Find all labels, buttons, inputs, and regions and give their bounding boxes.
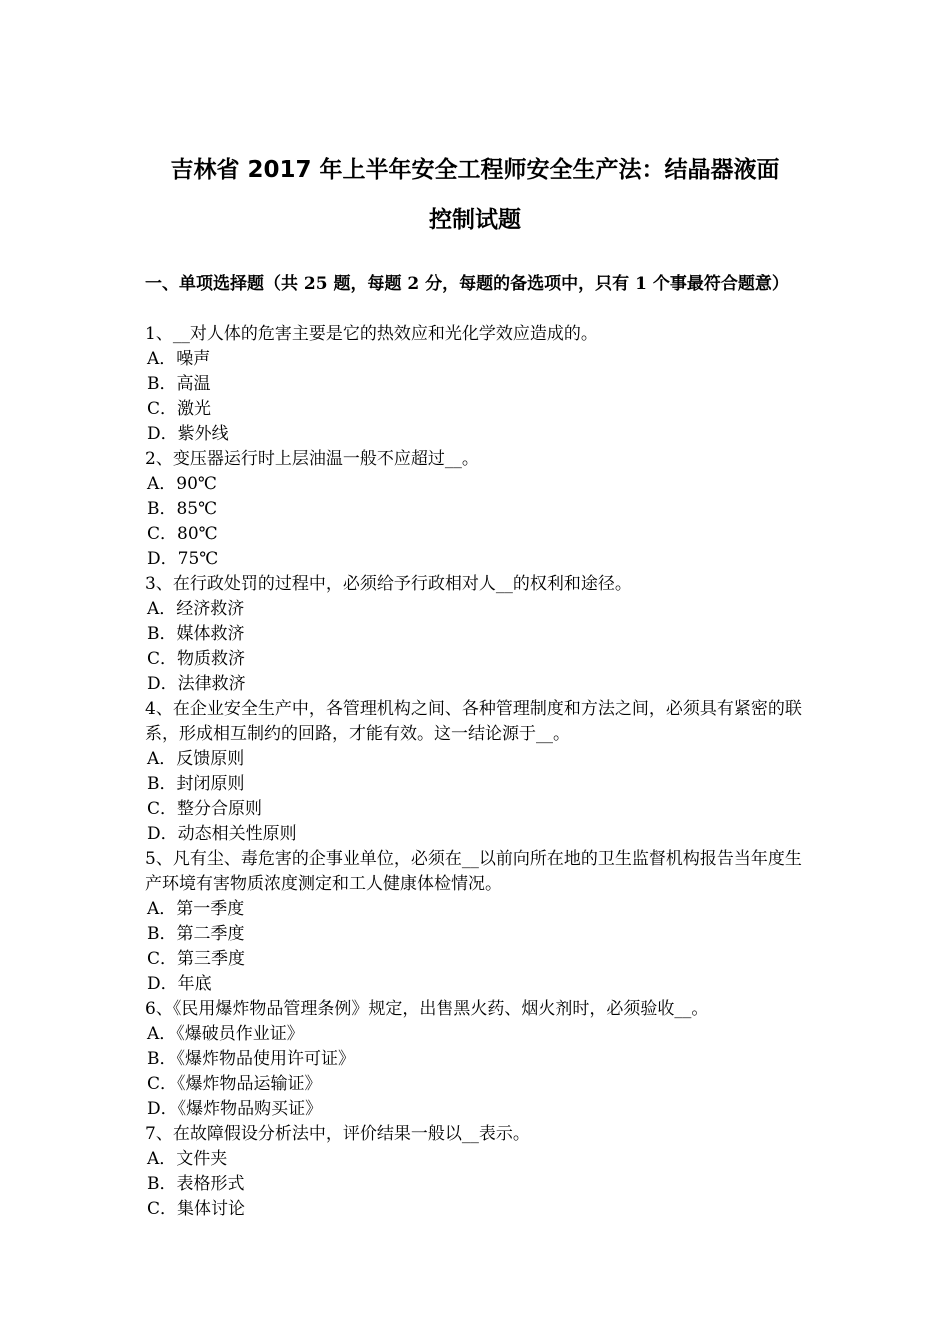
question-text: 6、《民用爆炸物品管理条例》规定，出售黑火药、烟火剂时，必须验收__。 [145, 999, 709, 1019]
answer-option: C．整分合原则 [147, 799, 263, 819]
answer-option: A．文件夹 [147, 1149, 228, 1169]
answer-option: D．《爆炸物品购买证》 [147, 1099, 323, 1119]
question-text: 2、变压器运行时上层油温一般不应超过__。 [145, 449, 479, 469]
answer-option: A．《爆破员作业证》 [147, 1024, 304, 1044]
answer-option: B．85℃ [147, 499, 218, 519]
question-block [145, 447, 810, 572]
answer-option: C．集体讨论 [147, 1199, 246, 1219]
question-text: 4、在企业安全生产中，各管理机构之间、各种管理制度和方法之间，必须具有紧密的联系，形成相互制约的回路，才能有效。这一结论源于__。 [145, 699, 802, 744]
question-block [145, 697, 810, 847]
answer-option: B．媒体救济 [147, 624, 245, 644]
document-title-line-2: 控制试题 [429, 207, 521, 233]
answer-option: B．表格形式 [147, 1174, 245, 1194]
question-list [145, 322, 810, 1222]
answer-option: A．经济救济 [147, 599, 245, 619]
answer-option: B．第二季度 [147, 924, 245, 944]
answer-option: D．动态相关性原则 [147, 824, 297, 844]
answer-option: D．紫外线 [147, 424, 229, 444]
answer-option: A．第一季度 [147, 899, 245, 919]
answer-option: B．《爆炸物品使用许可证》 [147, 1049, 355, 1069]
question-block [145, 847, 810, 997]
answer-option: C．物质救济 [147, 649, 246, 669]
answer-option: A．反馈原则 [147, 749, 245, 769]
question-text: 3、在行政处罚的过程中，必须给予行政相对人__的权利和途径。 [145, 574, 632, 594]
answer-option: D．年底 [147, 974, 212, 994]
document-title-line-1: 吉林省 2017 年上半年安全工程师安全生产法：结晶器液面 [170, 157, 780, 183]
answer-option: D．法律救济 [147, 674, 246, 694]
answer-option: C．80℃ [147, 524, 218, 544]
question-block [145, 572, 810, 697]
section-heading: 一、单项选择题（共 25 题，每题 2 分，每题的备选项中，只有 1 个事最符合题意） [145, 274, 789, 294]
question-text: 7、在故障假设分析法中，评价结果一般以__表示。 [145, 1124, 530, 1144]
answer-option: B．高温 [147, 374, 211, 394]
answer-option: A．90℃ [147, 474, 217, 494]
answer-option: A．噪声 [147, 349, 211, 369]
answer-option: C．《爆炸物品运输证》 [147, 1074, 322, 1094]
answer-option: C．第三季度 [147, 949, 246, 969]
answer-option: B．封闭原则 [147, 774, 245, 794]
question-text: 1、__对人体的危害主要是它的热效应和光化学效应造成的。 [145, 324, 598, 344]
answer-option: C．激光 [147, 399, 212, 419]
question-block [145, 997, 810, 1122]
answer-option: D．75℃ [147, 549, 219, 569]
question-block [145, 322, 810, 447]
question-block [145, 1122, 810, 1222]
question-text: 5、凡有尘、毒危害的企事业单位，必须在__以前向所在地的卫生监督机构报告当年度生产环境有害物质浓度测定和工人健康体检情况。 [145, 849, 802, 894]
